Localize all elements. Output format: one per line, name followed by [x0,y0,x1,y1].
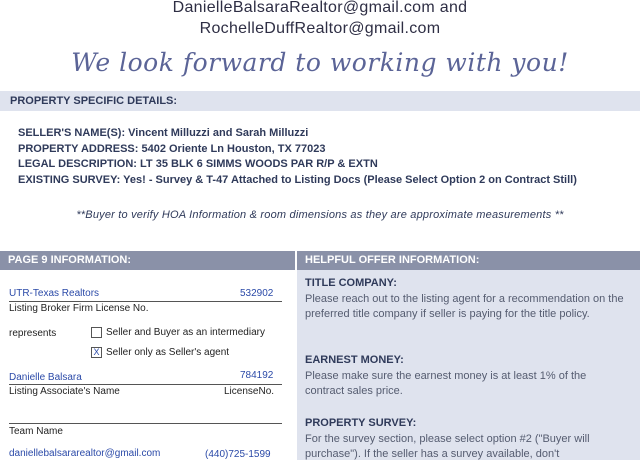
property-survey-text: For the survey section, please select option #2 ("Buyer will purchase"). If the seller has a survey available, don't [305,432,590,460]
firm-license-field[interactable]: 532902 [240,288,274,299]
earnest-money-heading: EARNEST MONEY: [305,354,404,366]
seller-only-checkbox[interactable]: X [91,347,102,358]
intermediary-checkbox[interactable] [91,327,102,338]
property-details-header-label: PROPERTY SPECIFIC DETAILS: [10,95,178,107]
agent-phone-field[interactable]: (440)725-1599 [205,449,271,460]
agent-email-field[interactable]: daniellebalsararealtor@gmail.com [9,448,161,459]
title-company-block [305,276,625,323]
helpful-header-label: HELPFUL OFFER INFORMATION: [305,254,480,266]
seller-only-option-label: Seller only as Seller's agent [106,347,230,358]
team-underline [9,423,282,424]
intermediary-option-label: Seller and Buyer as an intermediary [106,327,265,338]
tagline: We look forward to working with you! [71,48,569,77]
page9-header [0,251,295,270]
title-company-heading: TITLE COMPANY: [305,277,397,289]
page9-panel [0,270,295,460]
title-company-text: Please reach out to the listing agent for a recommendation on the preferred title company if seller is paying for the title policy. [305,292,624,320]
team-label: Team Name [9,426,63,437]
license-label: LicenseNo. [224,386,275,397]
existing-survey: EXISTING SURVEY: Yes! - Survey & T-47 Attached to Listing Docs (Please Select Option 2 on Contract Still) [18,173,577,186]
represents-label: represents [9,328,57,339]
property-details [18,126,577,188]
firm-underline [9,301,282,302]
property-address: PROPERTY ADDRESS: 5402 Oriente Ln Houston, TX 77023 [18,142,326,155]
sellers-name: SELLER'S NAME(S): Vincent Milluzzi and Sarah Milluzzi [18,127,309,139]
buyer-verify-note: **Buyer to verify HOA Information & room dimensions as they are approximate measurements ** [76,209,564,221]
property-survey-heading: PROPERTY SURVEY: [305,417,417,429]
property-survey-block [305,416,625,463]
page9-header-label: PAGE 9 INFORMATION: [8,254,132,266]
contact-email-line-1: DanielleBalsaraRealtor@gmail.com and [172,0,468,16]
associate-name-field[interactable]: Danielle Balsara [9,372,82,383]
contact-emails [0,0,640,39]
firm-label: Listing Broker Firm License No. [9,303,149,314]
contact-email-line-2: RochelleDuffRealtor@gmail.com [199,20,441,37]
earnest-money-block [305,353,625,400]
legal-description: LEGAL DESCRIPTION: LT 35 BLK 6 SIMMS WOODS PAR R/P & EXTN [18,158,378,170]
helpful-header [297,251,640,270]
helpful-panel [297,270,640,460]
associate-label: Listing Associate's Name [9,386,120,397]
earnest-money-text: Please make sure the earnest money is at least 1% of the contract sales price. [305,369,587,397]
property-details-header [0,91,640,111]
associate-underline [9,384,282,385]
associate-license-field[interactable]: 784192 [240,370,274,381]
firm-name-field[interactable]: UTR-Texas Realtors [9,288,100,299]
